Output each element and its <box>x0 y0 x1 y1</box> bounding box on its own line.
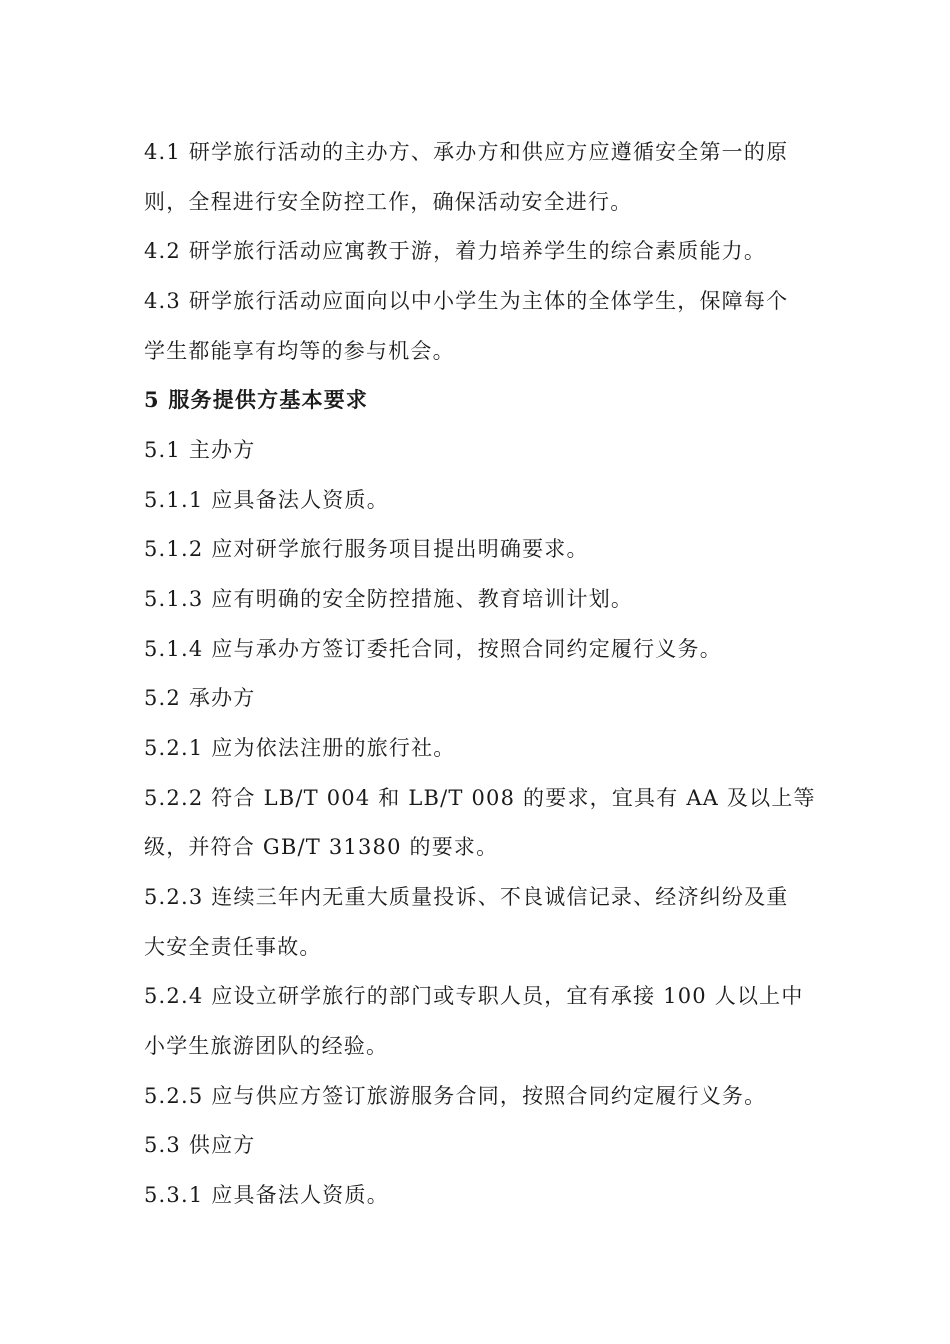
text-line-5-2-2-a: 5.2.2 符合 LB/T 004 和 LB/T 008 的要求，宜具有 AA 及以上等 <box>144 786 816 810</box>
text-line-4-3-a: 4.3 研学旅行活动应面向以中小学生为主体的全体学生，保障每个 <box>144 289 789 313</box>
text-line-4-2: 4.2 研学旅行活动应寓教于游，着力培养学生的综合素质能力。 <box>144 239 767 263</box>
text-line-5-1-2: 5.1.2 应对研学旅行服务项目提出明确要求。 <box>144 537 589 561</box>
text-line-5-2-4-a: 5.2.4 应设立研学旅行的部门或专职人员，宜有承接 100 人以上中 <box>144 984 804 1008</box>
text-line-5-2-2-b: 级，并符合 GB/T 31380 的要求。 <box>144 835 499 859</box>
text-line-5-2-5: 5.2.5 应与供应方签订旅游服务合同，按照合同约定履行义务。 <box>144 1084 767 1108</box>
text-line-5-3-1: 5.3.1 应具备法人资质。 <box>144 1183 389 1207</box>
subheading-5-3: 5.3 供应方 <box>144 1133 256 1157</box>
text-line-5-2-1: 5.2.1 应为依法注册的旅行社。 <box>144 736 456 760</box>
subheading-5-1: 5.1 主办方 <box>144 438 256 462</box>
text-line-4-1-b: 则，全程进行安全防控工作，确保活动安全进行。 <box>144 190 633 214</box>
text-line-5-1-3: 5.1.3 应有明确的安全防控措施、教育培训计划。 <box>144 587 634 611</box>
text-line-5-1-1: 5.1.1 应具备法人资质。 <box>144 488 389 512</box>
text-line-5-2-4-b: 小学生旅游团队的经验。 <box>144 1034 389 1058</box>
text-line-4-3-b: 学生都能享有均等的参与机会。 <box>144 339 455 363</box>
text-line-5-2-3-a: 5.2.3 连续三年内无重大质量投诉、不良诚信记录、经济纠纷及重 <box>144 885 789 909</box>
section-heading-5: 5 服务提供方基本要求 <box>144 387 369 412</box>
text-line-5-1-4: 5.1.4 应与承办方签订委托合同，按照合同约定履行义务。 <box>144 637 722 661</box>
subheading-5-2: 5.2 承办方 <box>144 686 256 710</box>
text-line-4-1-a: 4.1 研学旅行活动的主办方、承办方和供应方应遵循安全第一的原 <box>144 140 789 164</box>
text-line-5-2-3-b: 大安全责任事故。 <box>144 935 322 959</box>
